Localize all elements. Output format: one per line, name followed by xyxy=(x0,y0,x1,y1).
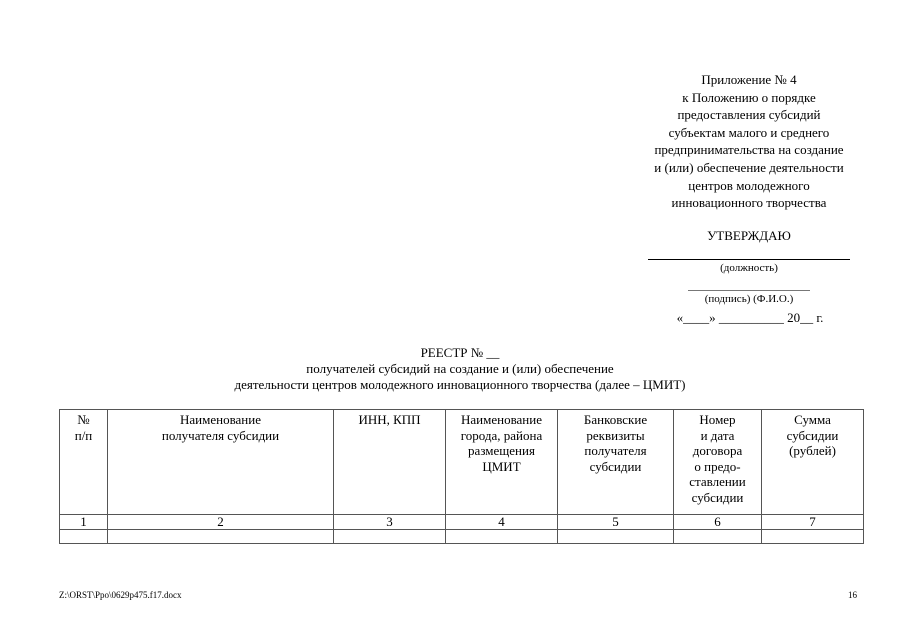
empty-cell xyxy=(762,530,864,544)
column-number-cell: 7 xyxy=(762,515,864,530)
column-number-cell: 5 xyxy=(558,515,674,530)
empty-cell xyxy=(60,530,108,544)
column-number-cell: 4 xyxy=(446,515,558,530)
empty-cell xyxy=(558,530,674,544)
empty-cell xyxy=(108,530,334,544)
empty-cell xyxy=(446,530,558,544)
appendix-line: инновационного творчества xyxy=(671,195,827,211)
header-cell-amount: Сумма субсидии (рублей) xyxy=(762,410,864,515)
appendix-header xyxy=(620,71,878,212)
column-number-cell: 2 xyxy=(108,515,334,530)
appendix-line: центров молодежного xyxy=(688,177,810,193)
appendix-line: предпринимательства на создание xyxy=(654,142,844,158)
column-number-cell: 6 xyxy=(674,515,762,530)
register-title: РЕЕСТР № __ xyxy=(420,345,500,360)
signature-line xyxy=(688,290,810,291)
footer-page-number: 16 xyxy=(848,590,857,600)
table-empty-row xyxy=(60,530,864,544)
appendix-line: субъектам малого и среднего xyxy=(668,124,830,140)
approval-date-line: «____» __________ 20__ г. xyxy=(676,310,824,325)
approval-heading: УТВЕРЖДАЮ xyxy=(707,228,791,243)
column-number-cell: 3 xyxy=(334,515,446,530)
position-caption: (должность) xyxy=(720,262,778,274)
signature-caption: (подпись) (Ф.И.О.) xyxy=(704,293,794,305)
empty-cell xyxy=(674,530,762,544)
header-cell-contract: Номер и дата договора о предо- ставлении субсидии xyxy=(674,410,762,515)
header-cell-inn-kpp: ИНН, КПП xyxy=(334,410,446,515)
empty-cell xyxy=(334,530,446,544)
header-cell-location: Наименование города, района размещения ЦМИТ xyxy=(446,410,558,515)
header-cell-number: № п/п xyxy=(60,410,108,515)
header-cell-bank-details: Банковские реквизиты получателя субсидии xyxy=(558,410,674,515)
appendix-line: к Положению о порядке xyxy=(682,89,816,105)
header-cell-recipient: Наименование получателя субсидии xyxy=(108,410,334,515)
appendix-line: Приложение № 4 xyxy=(701,72,797,87)
table-header-row xyxy=(60,410,864,515)
appendix-line: и (или) обеспечение деятельности xyxy=(654,159,844,175)
column-number-cell: 1 xyxy=(60,515,108,530)
register-subtitle: получателей субсидий на создание и (или) обеспечение xyxy=(306,361,614,376)
register-title-block xyxy=(100,345,820,393)
table-number-row xyxy=(60,515,864,530)
position-line xyxy=(648,259,850,260)
register-table xyxy=(59,409,864,544)
footer-file-path: Z:\ORST\Ppo\0629p475.f17.docx xyxy=(59,590,182,600)
register-subtitle: деятельности центров молодежного инновационного творчества (далее – ЦМИТ) xyxy=(234,377,686,392)
appendix-line: предоставления субсидий xyxy=(677,107,821,123)
